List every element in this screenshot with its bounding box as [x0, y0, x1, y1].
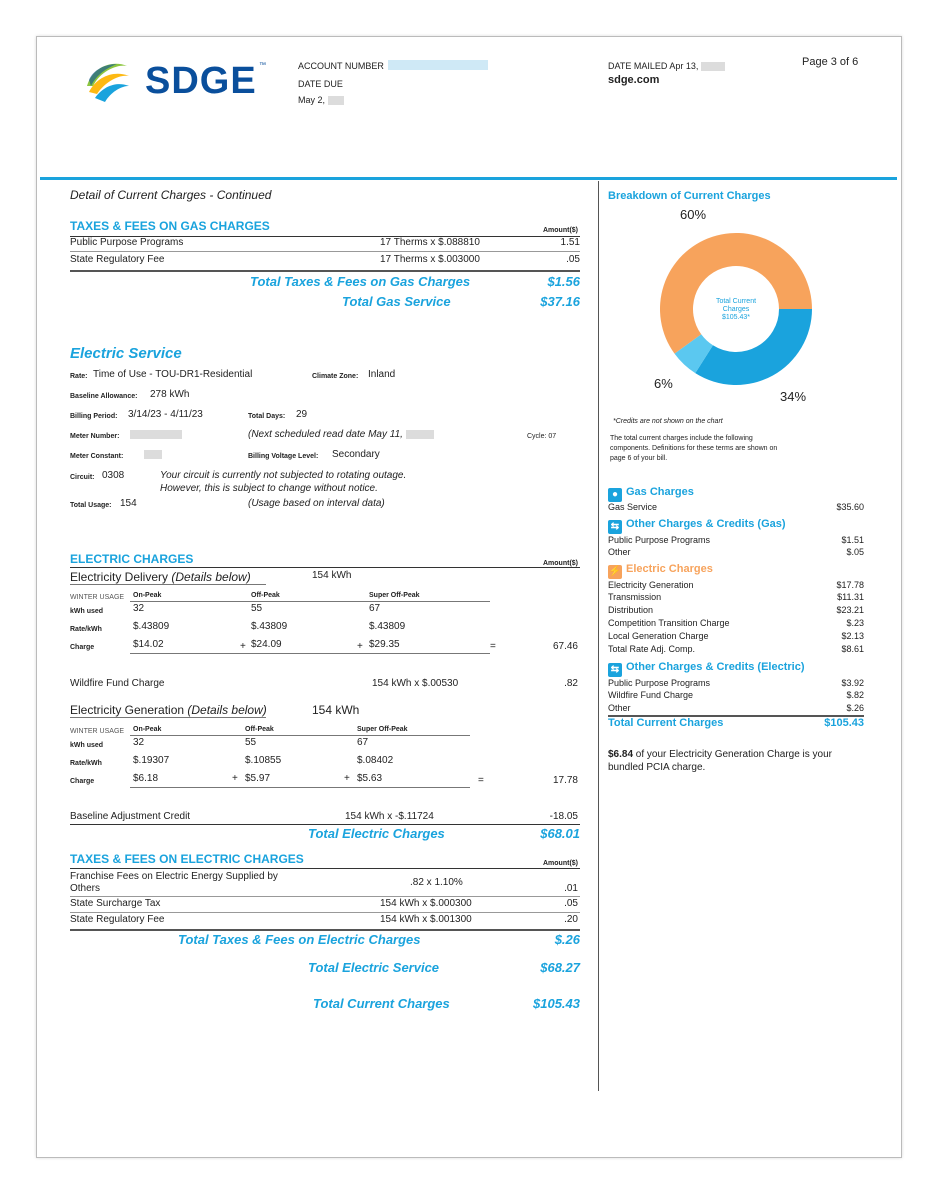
electric-taxes-rule	[70, 868, 580, 869]
total-usage-label: Total Usage:	[70, 502, 112, 509]
donut-center-text: Total Current Charges $105.43*	[715, 298, 757, 321]
delivery-title: Electricity Delivery (Details below)	[70, 570, 251, 584]
delivery-charge-off: $24.09	[251, 639, 282, 650]
credits-arrows-icon: ⇆	[608, 520, 622, 534]
column-divider	[598, 181, 599, 1091]
circuit-note-1: Your circuit is currently not subjected to rotating outage.	[160, 470, 407, 481]
electric-item-row: Competition Transition Charge $.23	[608, 618, 864, 628]
generation-rate-super: $.08402	[357, 755, 394, 766]
electric-item-row: Electricity Generation $17.78	[608, 580, 864, 590]
generation-kwh-super: 67	[357, 737, 369, 748]
total-usage-value: 154	[120, 498, 137, 509]
generation-charge-rule	[130, 787, 470, 788]
generation-kwh: 154 kWh	[312, 703, 360, 717]
meter-number-label: Meter Number:	[70, 433, 120, 440]
other-gas-item-row: Public Purpose Programs $1.51	[608, 535, 864, 545]
generation-col-rule	[130, 735, 470, 736]
electric-item-row: Distribution $23.21	[608, 605, 864, 615]
sdge-logo	[83, 56, 266, 106]
gas-tax-row: State Regulatory Fee 17 Therms x $.003000 .05	[70, 254, 580, 265]
circuit-label: Circuit:	[70, 474, 95, 481]
page-number: Page 3 of 6	[802, 56, 859, 68]
generation-winter-usage: WINTER USAGE	[70, 728, 125, 735]
electric-taxes-total-label: Total Taxes & Fees on Electric Charges	[178, 932, 421, 947]
gas-service-label: Total Gas Service	[342, 294, 451, 309]
breakdown-description: The total current charges include the following components. Definitions for these terms are shown on page 6 of your bill.	[610, 435, 778, 462]
generation-charge-off: $5.97	[245, 773, 271, 784]
meter-constant-label: Meter Constant:	[70, 453, 124, 460]
delivery-kwh: 154 kWh	[312, 570, 352, 581]
delivery-rate-on: $.43809	[133, 621, 170, 632]
electric-tax-row-rule	[70, 896, 580, 897]
other-electric-item-row: Public Purpose Programs $3.92	[608, 678, 864, 688]
delivery-amount: 67.46	[552, 641, 578, 652]
total-days-label: Total Days:	[248, 413, 286, 420]
delivery-kwh-off: 55	[251, 603, 263, 614]
electric-charges-total-label: Total Electric Charges	[308, 826, 445, 841]
credits-note: *Credits are not shown on the chart	[613, 418, 723, 425]
breakdown-total-label: Total Current Charges	[608, 717, 724, 729]
delivery-equals: =	[490, 641, 496, 652]
other-gas-item-row: Other $.05	[608, 547, 864, 557]
electric-charges-heading: ELECTRIC CHARGES	[70, 552, 194, 566]
circuit-value: 0308	[102, 470, 125, 481]
electric-service-total-label: Total Electric Service	[308, 960, 440, 975]
generation-col-super-off-peak: Super Off-Peak	[357, 726, 408, 733]
generation-charge-super: $5.63	[357, 773, 383, 784]
delivery-charge-label: Charge	[70, 644, 95, 651]
electric-service-total-value: $68.27	[540, 960, 580, 975]
delivery-winter-usage: WINTER USAGE	[70, 594, 125, 601]
delivery-kwh-super: 67	[369, 603, 381, 614]
electric-service-heading: Electric Service	[70, 345, 182, 362]
billing-voltage-value: Secondary	[332, 449, 380, 460]
electric-taxes-total-rule	[70, 929, 580, 931]
breakdown-total-value: $105.43	[824, 717, 864, 729]
electric-tax-row: State Regulatory Fee 154 kWh x $.001300 .20	[70, 914, 578, 925]
billing-period-label: Billing Period:	[70, 413, 118, 420]
cycle-label: Cycle: 07	[527, 433, 557, 440]
electric-item-row: Total Rate Adj. Comp. $8.61	[608, 644, 864, 654]
generation-title: Electricity Generation (Details below)	[70, 703, 267, 717]
delivery-col-off-peak: Off-Peak	[251, 592, 280, 599]
generation-charge-on: $6.18	[133, 773, 159, 784]
meter-number-redacted	[130, 430, 182, 439]
gas-taxes-total-rule	[70, 270, 580, 272]
other-electric-item-row: Wildfire Fund Charge $.82	[608, 690, 864, 700]
baseline-allowance-label: Baseline Allowance:	[70, 393, 138, 400]
header-divider	[40, 177, 897, 180]
delivery-title-rule	[70, 584, 266, 585]
date-due-label: DATE DUE	[298, 79, 343, 89]
credits-arrows-icon: ⇆	[608, 663, 622, 677]
electric-charges-category: ⚡ Electric Charges	[608, 563, 713, 577]
detail-title: Detail of Current Charges - Continued	[70, 188, 272, 202]
electric-item-row: Transmission $11.31	[608, 592, 864, 602]
electric-plug-icon: ⚡	[608, 566, 622, 577]
billing-period-value: 3/14/23 - 4/11/23	[128, 409, 203, 420]
electric-item-row: Local Generation Charge $2.13	[608, 631, 864, 641]
next-read-date: (Next scheduled read date May 11,	[248, 429, 434, 440]
rate-label: Rate:	[70, 373, 88, 380]
logo-text: SDGE	[145, 60, 257, 102]
next-read-redacted	[406, 430, 434, 439]
breakdown-title: Breakdown of Current Charges	[608, 190, 771, 202]
generation-col-on-peak: On-Peak	[133, 726, 162, 733]
total-days-value: 29	[296, 409, 308, 420]
generation-col-off-peak: Off-Peak	[245, 726, 274, 733]
generation-amount: 17.78	[552, 775, 578, 786]
logo-trademark: ™	[259, 62, 266, 69]
electric-charges-total-value: $68.01	[540, 826, 580, 841]
generation-kwh-off: 55	[245, 737, 257, 748]
climate-zone-value: Inland	[368, 369, 396, 380]
delivery-rate-label: Rate/kWh	[70, 626, 102, 633]
gas-tax-row-rule	[70, 251, 580, 252]
pcia-note: $6.84 of your Electricity Generation Charge is your bundled PCIA charge.	[608, 749, 833, 773]
generation-rate-off: $.10855	[245, 755, 282, 766]
rate-value: Time of Use - TOU-DR1-Residential	[93, 369, 253, 380]
date-mailed: DATE MAILED Apr 13,	[608, 61, 725, 71]
pct-label-electric: 34%	[780, 389, 807, 404]
other-gas-category: ⇆ Other Charges & Credits (Gas)	[608, 518, 786, 534]
date-due-value: May 2,	[298, 95, 344, 105]
baseline-allowance-value: 278 kWh	[150, 389, 190, 400]
website-link[interactable]: sdge.com	[608, 74, 660, 86]
electric-tax-row-rule	[70, 912, 580, 913]
date-due-redacted	[328, 96, 344, 105]
billing-voltage-label: Billing Voltage Level:	[248, 453, 319, 460]
current-charges-total-value: $105.43	[533, 996, 580, 1011]
electric-charges-rule	[70, 567, 580, 568]
delivery-col-on-peak: On-Peak	[133, 592, 162, 599]
gas-taxes-amount-header: Amount($)	[543, 227, 578, 234]
wildfire-row: Wildfire Fund Charge 154 kWh x $.00530 .82	[70, 678, 578, 689]
generation-equals: =	[478, 775, 484, 786]
delivery-kwh-on: 32	[133, 603, 145, 614]
electric-charges-amount-header: Amount($)	[543, 560, 578, 567]
baseline-adjustment-rule	[70, 824, 580, 825]
gas-taxes-total-value: $1.56	[547, 274, 580, 289]
usage-note: (Usage based on interval data)	[248, 498, 385, 509]
delivery-plus-2: +	[357, 641, 363, 652]
generation-rate-label: Rate/kWh	[70, 760, 102, 767]
delivery-kwh-used-label: kWh used	[70, 608, 104, 615]
sdge-logo-mark-icon	[83, 56, 131, 104]
gas-service-value: $37.16	[540, 294, 580, 309]
delivery-charge-super: $29.35	[369, 639, 400, 650]
generation-kwh-used-label: kWh used	[70, 742, 104, 749]
generation-title-rule	[70, 717, 266, 718]
delivery-rate-off: $.43809	[251, 621, 288, 632]
delivery-col-rule	[130, 601, 490, 602]
generation-kwh-on: 32	[133, 737, 145, 748]
current-charges-total-label: Total Current Charges	[313, 996, 450, 1011]
delivery-rate-super: $.43809	[369, 621, 406, 632]
baseline-adjustment-row: Baseline Adjustment Credit 154 kWh x -$.11724 -18.05	[70, 811, 578, 822]
gas-charges-category: ● Gas Charges	[608, 486, 694, 502]
other-electric-item-row: Other $.26	[608, 703, 864, 713]
account-number-redacted	[388, 60, 488, 70]
generation-rate-on: $.19307	[133, 755, 170, 766]
gas-item-row: Gas Service $35.60	[608, 502, 864, 512]
account-number-label: ACCOUNT NUMBER	[298, 61, 384, 71]
pct-label-gas: 60%	[680, 207, 707, 222]
climate-zone-label: Climate Zone:	[312, 373, 359, 380]
electric-taxes-heading: TAXES & FEES ON ELECTRIC CHARGES	[70, 852, 304, 866]
electric-taxes-amount-header: Amount($)	[543, 860, 578, 867]
electric-tax-row: State Surcharge Tax 154 kWh x $.000300 .05	[70, 898, 578, 909]
electric-taxes-total-value: $.26	[554, 932, 580, 947]
generation-plus-2: +	[344, 773, 350, 784]
date-mailed-redacted	[701, 62, 725, 71]
delivery-charge-rule	[130, 653, 490, 654]
delivery-plus-1: +	[240, 641, 246, 652]
pct-label-other: 6%	[654, 376, 673, 391]
other-electric-category: ⇆ Other Charges & Credits (Electric)	[608, 661, 805, 677]
delivery-charge-on: $14.02	[133, 639, 164, 650]
circuit-note-2: However, this is subject to change without notice.	[160, 483, 378, 494]
gas-flame-icon: ●	[608, 488, 622, 502]
generation-charge-label: Charge	[70, 778, 95, 785]
gas-tax-row: Public Purpose Programs 17 Therms x $.088810 1.51	[70, 237, 580, 248]
meter-constant-redacted	[144, 450, 162, 459]
generation-plus-1: +	[232, 773, 238, 784]
gas-taxes-total-label: Total Taxes & Fees on Gas Charges	[250, 274, 471, 289]
gas-taxes-heading: TAXES & FEES ON GAS CHARGES	[70, 219, 270, 233]
delivery-col-super-off-peak: Super Off-Peak	[369, 592, 420, 599]
electric-tax-row: Franchise Fees on Electric Energy Supplied by Others .82 x 1.10% .01	[70, 871, 578, 894]
